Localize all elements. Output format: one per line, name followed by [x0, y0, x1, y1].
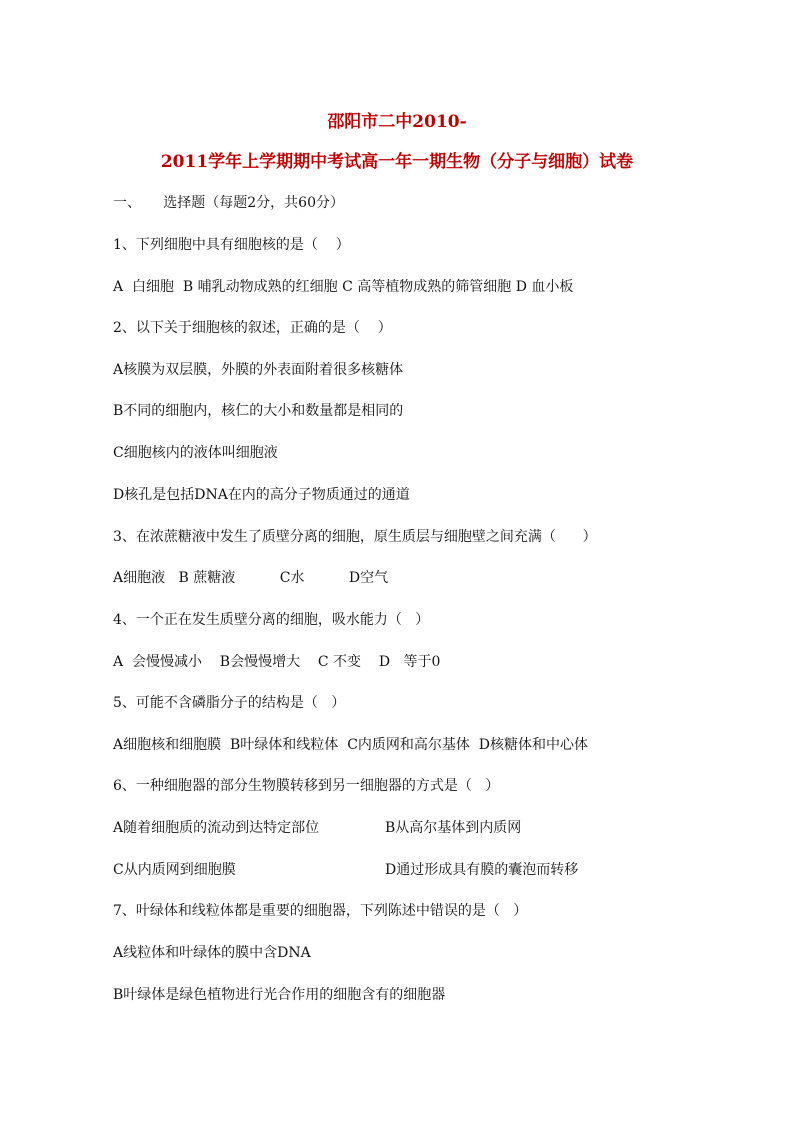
exam-title-line-2: 2011学年上学期期中考试高一年一期生物（分子与细胞）试卷	[160, 152, 634, 172]
question-6-option-d: D通过形成具有膜的囊泡而转移	[385, 862, 579, 878]
question-1-stem: 1、下列细胞中具有细胞核的是（ ）	[113, 237, 350, 253]
question-5-options: A细胞核和细胞膜 B叶绿体和线粒体 C内质网和高尔基体 D核糖体和中心体	[113, 737, 589, 753]
question-2-option-c: C细胞核内的液体叫细胞液	[113, 445, 278, 461]
question-7-option-a: A线粒体和叶绿体的膜中含DNA	[113, 945, 311, 961]
question-4-options: A 会慢慢减小 B会慢慢增大 C 不变 D 等于0	[113, 654, 441, 670]
question-7-option-b: B叶绿体是绿色植物进行光合作用的细胞含有的细胞器	[113, 987, 446, 1003]
question-6-option-c: C从内质网到细胞膜	[113, 862, 236, 878]
question-3-options: A细胞液 B 蔗糖液 C水 D空气	[113, 570, 389, 586]
question-7-stem: 7、叶绿体和线粒体都是重要的细胞器，下列陈述中错误的是（ ）	[113, 903, 528, 919]
question-2-option-d: D核孔是包括DNA在内的高分子物质通过的通道	[113, 487, 410, 503]
question-1-options: A 白细胞 B 哺乳动物成熟的红细胞 C 高等植物成熟的筛管细胞 D 血小板	[113, 279, 574, 295]
question-2-option-b: B不同的细胞内，核仁的大小和数量都是相同的	[113, 403, 404, 419]
question-5-stem: 5、可能不含磷脂分子的结构是（ ）	[113, 695, 346, 711]
question-4-stem: 4、一个正在发生质壁分离的细胞，吸水能力（ ）	[113, 612, 430, 628]
question-6-option-a: A随着细胞质的流动到达特定部位	[113, 820, 320, 836]
exam-title-line-1: 邵阳市二中2010-	[327, 112, 467, 132]
question-6-option-b: B从高尔基体到内质网	[385, 820, 522, 836]
question-6-stem: 6、一种细胞器的部分生物膜转移到另一细胞器的方式是（ ）	[113, 778, 500, 794]
section-heading: 一、 选择题（每题2分，共60分）	[113, 195, 344, 211]
question-2-option-a: A核膜为双层膜，外膜的外表面附着很多核糖体	[113, 362, 404, 378]
question-3-stem: 3、在浓蔗糖液中发生了质壁分离的细胞，原生质层与细胞壁之间充满（ ）	[113, 529, 597, 545]
question-2-stem: 2、以下关于细胞核的叙述，正确的是（ ）	[113, 320, 392, 336]
